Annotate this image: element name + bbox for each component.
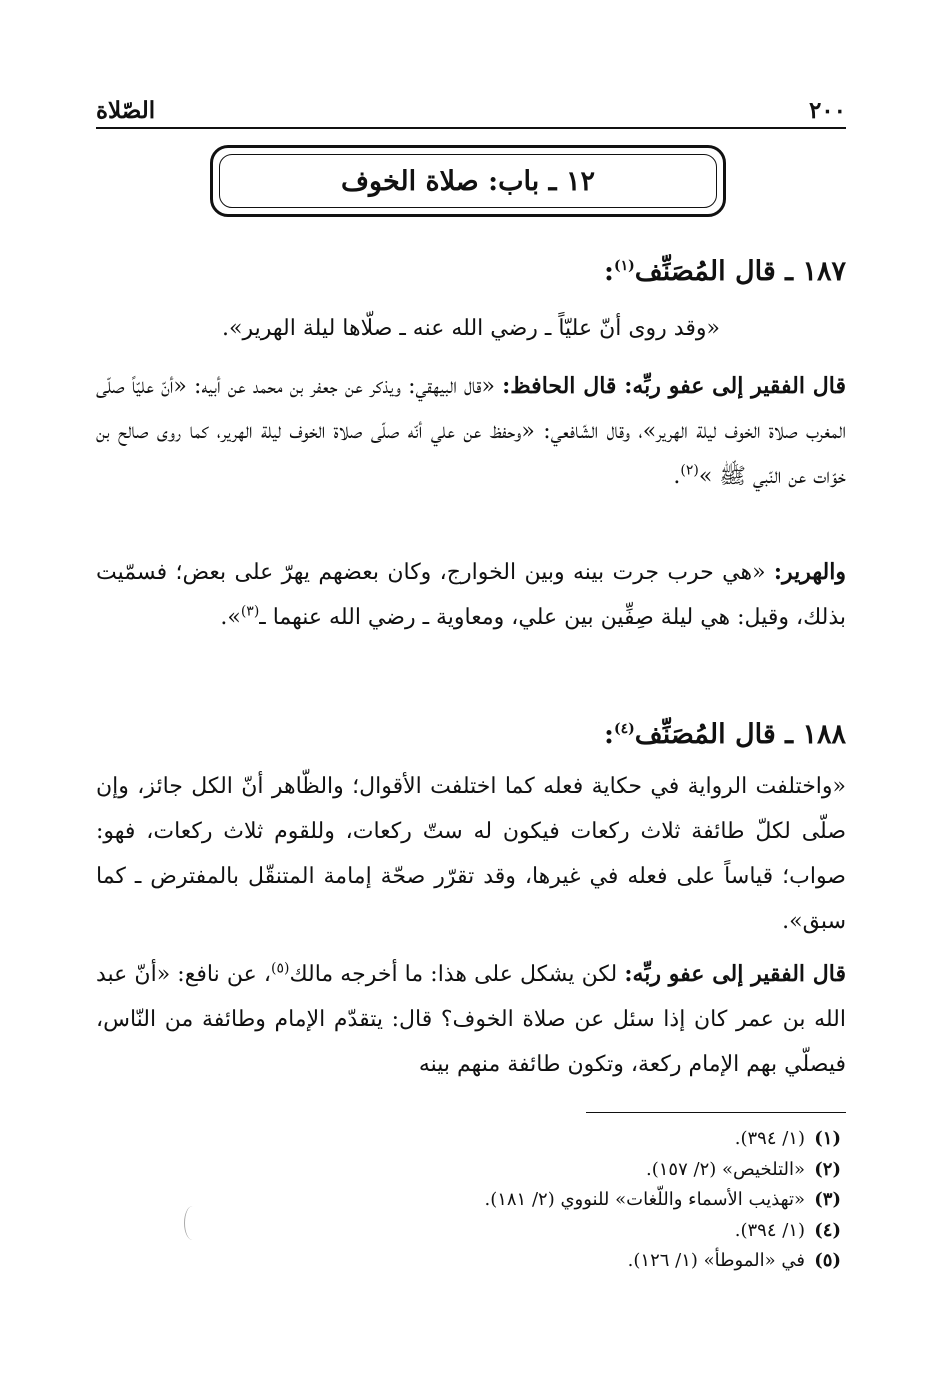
section-187-commentary: قال الفقير إلى عفو ربِّه: قال الحافظ: «قال البيهقي: ويذكر عن جعفر بن محمد عن أبيه: «أنّ عليّاً صلّى المغرب صلاة الخوف ليلة الهرير»، وقال الشّافعي: «وحفظ عن علي أنّه صلّى صلاة الخوف ليلة الهرير، كما روى صالح بن خوّات عن النّبي ﷺ »$^{(٢)}$. [96, 373, 847, 489]
footnote-text: «التلخيص» (٢/ ١٥٧). [646, 1158, 805, 1180]
running-header [96, 84, 846, 124]
commentary-lead: قال الفقير إلى عفو ربِّه: قال الحافظ: [502, 373, 847, 399]
footnote-text: في «الموطأ» (١/ ١٢٦). [627, 1250, 805, 1271]
page-number: ٢٠٠ [808, 97, 846, 124]
footnote-item [96, 1185, 841, 1216]
footnote-rule [586, 1112, 846, 1113]
footnote-item [96, 1246, 841, 1277]
footnote-ref-3: (٣) [240, 603, 260, 620]
footnotes [96, 1124, 841, 1277]
footnote-number: (٣) [814, 1189, 841, 1210]
footnote-ref-1: (١) [613, 258, 635, 274]
section-188-commentary: قال الفقير إلى عفو ربِّه: لكن يشكل على هذا: ما أخرجه مالك$^{(٥)}$، عن نافع: «أنّ عبد الله بن عمر كان إذا سئل عن صلاة الخوف؟ قال: يتقدّم الإمام وطائفة من النّاس، فيصلّي بهم الإمام ركعة، وتكون طائفة منهم بينه [96, 960, 847, 1077]
footnote-number: (٥) [814, 1250, 841, 1271]
footnote-text: (١/ ٣٩٤). [734, 1219, 805, 1241]
footnote-ref-2: (٢) [680, 462, 699, 479]
footnote-number: (٢) [814, 1158, 841, 1180]
section-187-quote: «وقد روى أنّ عليّاً ـ رضي الله عنه ـ صلّاها ليلة الهرير». [222, 316, 720, 341]
footnote-number: (٤) [814, 1219, 841, 1241]
footnote-text: (١/ ٣٩٤). [734, 1128, 805, 1149]
footnote-item [96, 1124, 841, 1155]
footnote-item [96, 1155, 841, 1186]
section-187-heading: ١٨٧ ـ قال المُصَنِّف$^{(١)}$: [604, 256, 846, 287]
chapter-title: ١٢ ـ باب: صلاة الخوف [219, 154, 717, 208]
definition-lead: والهرير: [773, 559, 846, 585]
section-187-definition: والهرير: «هي حرب جرت بينه وبين الخوارج، وكان بعضهم يهرّ على بعض؛ فسمّيت بذلك، وقيل: هي ليلة صِفِّين بين علي، ومعاوية ـ رضي الله عنهما ـ$^{(٣)}$». [96, 559, 846, 630]
footnote-number: (١) [814, 1128, 841, 1149]
footnote-text: «تهذيب الأسماء واللّغات» للنووي (٢/ ١٨١). [484, 1189, 805, 1210]
running-chapter-title: الصّلاة [96, 97, 156, 124]
footnote-ref-4: (٤) [613, 721, 635, 737]
header-rule [96, 127, 846, 129]
section-188-heading: ١٨٨ ـ قال المُصَنِّف$^{(٤)}$: [604, 719, 846, 750]
section-188-quote: «واختلفت الرواية في حكاية فعله كما اختلفت الأقوال؛ والظّاهر أنّ الكل جائز، وإن صلّى لكلّ طائفة ثلاث ركعات فيكون له ستّ ركعات، وللقوم ثلاث ركعات، فهو: صواب؛ قياساً على فعله في غيرها، وقد تقرّر صحّة إمامة المتنقّل بالمفترض ـ كما سبق». [96, 774, 846, 934]
footnote-item [96, 1216, 841, 1247]
chapter-title-frame [210, 145, 726, 217]
commentary-lead: قال الفقير إلى عفو ربِّه: [624, 961, 847, 987]
scan-mark [184, 1206, 201, 1240]
footnote-ref-5: (٥) [270, 960, 290, 977]
